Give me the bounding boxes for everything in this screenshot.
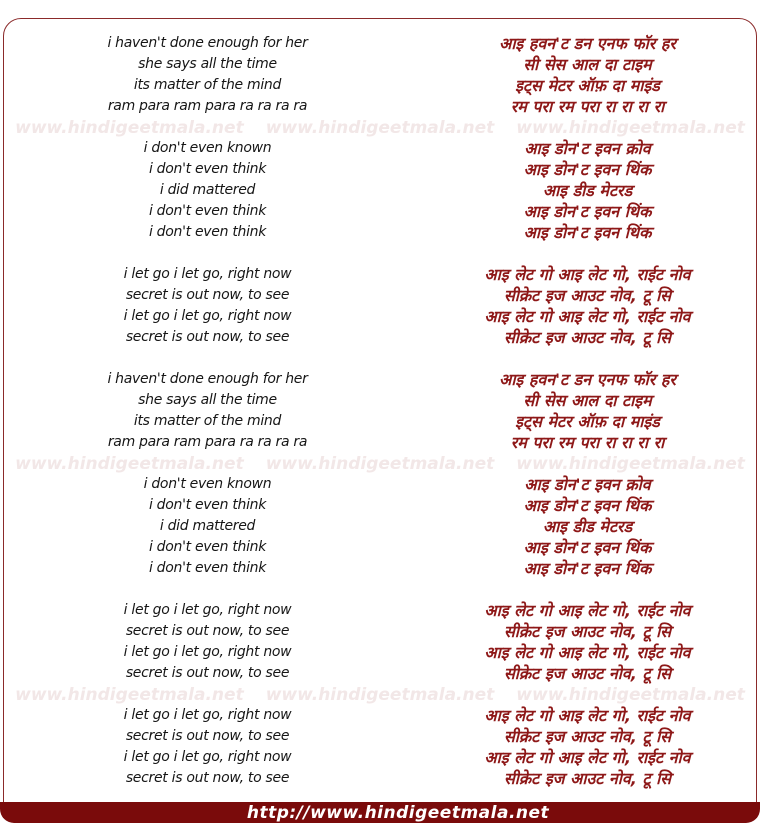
lyric-line-row bbox=[0, 159, 760, 180]
blank-gap-row bbox=[0, 579, 760, 600]
lyric-line-english: i did mattered bbox=[159, 518, 256, 534]
lyric-line-hindi: इट्स मेटर ऑफ़ दा माइंड bbox=[515, 412, 660, 431]
lyric-line-row bbox=[0, 306, 760, 327]
lyric-line-row bbox=[0, 726, 760, 747]
lyric-line-hindi: आइ लेट गो आइ लेट गो, राईट नोव bbox=[484, 601, 691, 620]
lyric-line-row bbox=[0, 600, 760, 621]
lyric-line-english: i don't even think bbox=[148, 203, 267, 219]
watermark-row bbox=[0, 117, 760, 138]
watermark-text: www.hindigeetmala.net bbox=[15, 684, 244, 705]
lyric-line-hindi: आइ डोन'ट इवन थिंक bbox=[523, 538, 652, 557]
lyric-line-english: i don't even known bbox=[143, 140, 272, 156]
lyric-line-row bbox=[0, 54, 760, 75]
lyric-line-english: i let go i let go, right now bbox=[123, 644, 292, 660]
lyric-line-hindi: आइ लेट गो आइ लेट गो, राईट नोव bbox=[484, 307, 691, 326]
watermark-text: www.hindigeetmala.net bbox=[516, 684, 745, 705]
lyric-line-hindi: आइ डीड मेटरड bbox=[542, 181, 633, 200]
lyric-line-row bbox=[0, 222, 760, 243]
watermark-text: www.hindigeetmala.net bbox=[516, 453, 745, 474]
lyric-line-hindi: आइ डोन'ट इवन थिंक bbox=[523, 160, 652, 179]
lyric-line-english: i don't even known bbox=[143, 476, 272, 492]
lyric-line-row bbox=[0, 264, 760, 285]
lyric-line-hindi: आइ लेट गो आइ लेट गो, राईट नोव bbox=[484, 643, 691, 662]
lyric-line-english: i let go i let go, right now bbox=[123, 602, 292, 618]
lyric-line-hindi: इट्स मेटर ऑफ़ दा माइंड bbox=[515, 76, 660, 95]
lyric-line-english: she says all the time bbox=[138, 392, 277, 408]
lyric-line-row bbox=[0, 180, 760, 201]
lyric-line-row bbox=[0, 768, 760, 789]
lyric-line-english: i did mattered bbox=[159, 182, 256, 198]
lyric-line-hindi: आइ डोन'ट इवन क्रोव bbox=[524, 139, 651, 158]
lyric-line-hindi: आइ लेट गो आइ लेट गो, राईट नोव bbox=[484, 748, 691, 767]
lyric-line-hindi: आइ डीड मेटरड bbox=[542, 517, 633, 536]
lyric-line-row bbox=[0, 495, 760, 516]
lyric-line-hindi: सीक्रेट इज आउट नोव, टू सि bbox=[503, 286, 672, 305]
lyric-line-hindi: सी सेस आल दा टाइम bbox=[523, 55, 652, 74]
lyric-line-english: its matter of the mind bbox=[133, 413, 282, 429]
lyric-line-hindi: सीक्रेट इज आउट नोव, टू सि bbox=[503, 769, 672, 788]
lyric-line-row bbox=[0, 285, 760, 306]
lyric-line-english: ram para ram para ra ra ra ra bbox=[107, 434, 308, 450]
lyric-line-hindi: आइ लेट गो आइ लेट गो, राईट नोव bbox=[484, 706, 691, 725]
lyric-line-hindi: सीक्रेट इज आउट नोव, टू सि bbox=[503, 328, 672, 347]
lyric-line-hindi: सीक्रेट इज आउट नोव, टू सि bbox=[503, 727, 672, 746]
watermark-text: www.hindigeetmala.net bbox=[265, 453, 495, 474]
lyric-line-row bbox=[0, 705, 760, 726]
footer-url: http://www.hindigeetmala.net bbox=[246, 802, 550, 823]
lyrics-columns bbox=[0, 33, 760, 789]
lyric-line-english: secret is out now, to see bbox=[125, 329, 290, 345]
lyric-line-english: she says all the time bbox=[138, 56, 277, 72]
lyric-line-row bbox=[0, 33, 760, 54]
lyric-line-hindi: आइ हवन'ट डन एनफ फॉर हर bbox=[499, 34, 676, 53]
lyric-line-row bbox=[0, 558, 760, 579]
lyric-line-hindi: आइ हवन'ट डन एनफ फॉर हर bbox=[499, 370, 676, 389]
watermark-text: www.hindigeetmala.net bbox=[265, 117, 495, 138]
lyric-line-hindi: रम परा रम परा रा रा रा रा bbox=[510, 97, 665, 116]
lyric-line-row bbox=[0, 621, 760, 642]
lyric-line-row bbox=[0, 96, 760, 117]
lyric-line-row bbox=[0, 201, 760, 222]
lyric-line-hindi: आइ डोन'ट इवन क्रोव bbox=[524, 475, 651, 494]
watermark-text: www.hindigeetmala.net bbox=[516, 117, 745, 138]
lyric-line-english: i let go i let go, right now bbox=[123, 266, 292, 282]
lyric-line-row bbox=[0, 432, 760, 453]
watermark-text: www.hindigeetmala.net bbox=[15, 453, 244, 474]
lyric-line-hindi: रम परा रम परा रा रा रा रा bbox=[510, 433, 665, 452]
lyric-line-row bbox=[0, 663, 760, 684]
footer-bar bbox=[0, 802, 760, 823]
lyric-line-row bbox=[0, 369, 760, 390]
blank-gap-row bbox=[0, 348, 760, 369]
lyric-line-english: i don't even think bbox=[148, 497, 267, 513]
lyric-line-row bbox=[0, 138, 760, 159]
blank-gap-row bbox=[0, 243, 760, 264]
lyric-line-row bbox=[0, 327, 760, 348]
lyric-line-hindi: आइ डोन'ट इवन थिंक bbox=[523, 559, 652, 578]
lyric-line-row bbox=[0, 516, 760, 537]
lyric-line-row bbox=[0, 474, 760, 495]
watermark-text: www.hindigeetmala.net bbox=[265, 684, 495, 705]
lyric-line-english: secret is out now, to see bbox=[125, 770, 290, 786]
lyric-line-english: i let go i let go, right now bbox=[123, 749, 292, 765]
lyric-line-row bbox=[0, 537, 760, 558]
lyric-line-english: i don't even think bbox=[148, 539, 267, 555]
lyric-line-english: secret is out now, to see bbox=[125, 623, 290, 639]
lyric-line-row bbox=[0, 75, 760, 96]
lyric-line-english: i don't even think bbox=[148, 161, 267, 177]
lyric-line-hindi: आइ डोन'ट इवन थिंक bbox=[523, 496, 652, 515]
lyric-line-english: i haven't done enough for her bbox=[107, 35, 308, 51]
lyric-line-row bbox=[0, 642, 760, 663]
lyric-line-english: secret is out now, to see bbox=[125, 287, 290, 303]
lyric-line-english: i don't even think bbox=[148, 224, 267, 240]
lyric-line-english: secret is out now, to see bbox=[125, 665, 290, 681]
lyric-line-hindi: आइ डोन'ट इवन थिंक bbox=[523, 223, 652, 242]
lyric-line-hindi: सी सेस आल दा टाइम bbox=[523, 391, 652, 410]
lyric-line-english: i let go i let go, right now bbox=[123, 707, 292, 723]
watermark-row bbox=[0, 453, 760, 474]
lyric-line-row bbox=[0, 411, 760, 432]
lyric-line-english: its matter of the mind bbox=[133, 77, 282, 93]
lyric-line-hindi: सीक्रेट इज आउट नोव, टू सि bbox=[503, 622, 672, 641]
lyric-line-english: secret is out now, to see bbox=[125, 728, 290, 744]
lyric-line-hindi: सीक्रेट इज आउट नोव, टू सि bbox=[503, 664, 672, 683]
watermark-text: www.hindigeetmala.net bbox=[15, 117, 244, 138]
lyric-line-english: ram para ram para ra ra ra ra bbox=[107, 98, 308, 114]
lyric-line-row bbox=[0, 390, 760, 411]
lyric-line-english: i haven't done enough for her bbox=[107, 371, 308, 387]
watermark-row bbox=[0, 684, 760, 705]
lyric-line-hindi: आइ लेट गो आइ लेट गो, राईट नोव bbox=[484, 265, 691, 284]
lyric-line-english: i let go i let go, right now bbox=[123, 308, 292, 324]
lyric-line-row bbox=[0, 747, 760, 768]
lyric-line-english: i don't even think bbox=[148, 560, 267, 576]
lyric-line-hindi: आइ डोन'ट इवन थिंक bbox=[523, 202, 652, 221]
